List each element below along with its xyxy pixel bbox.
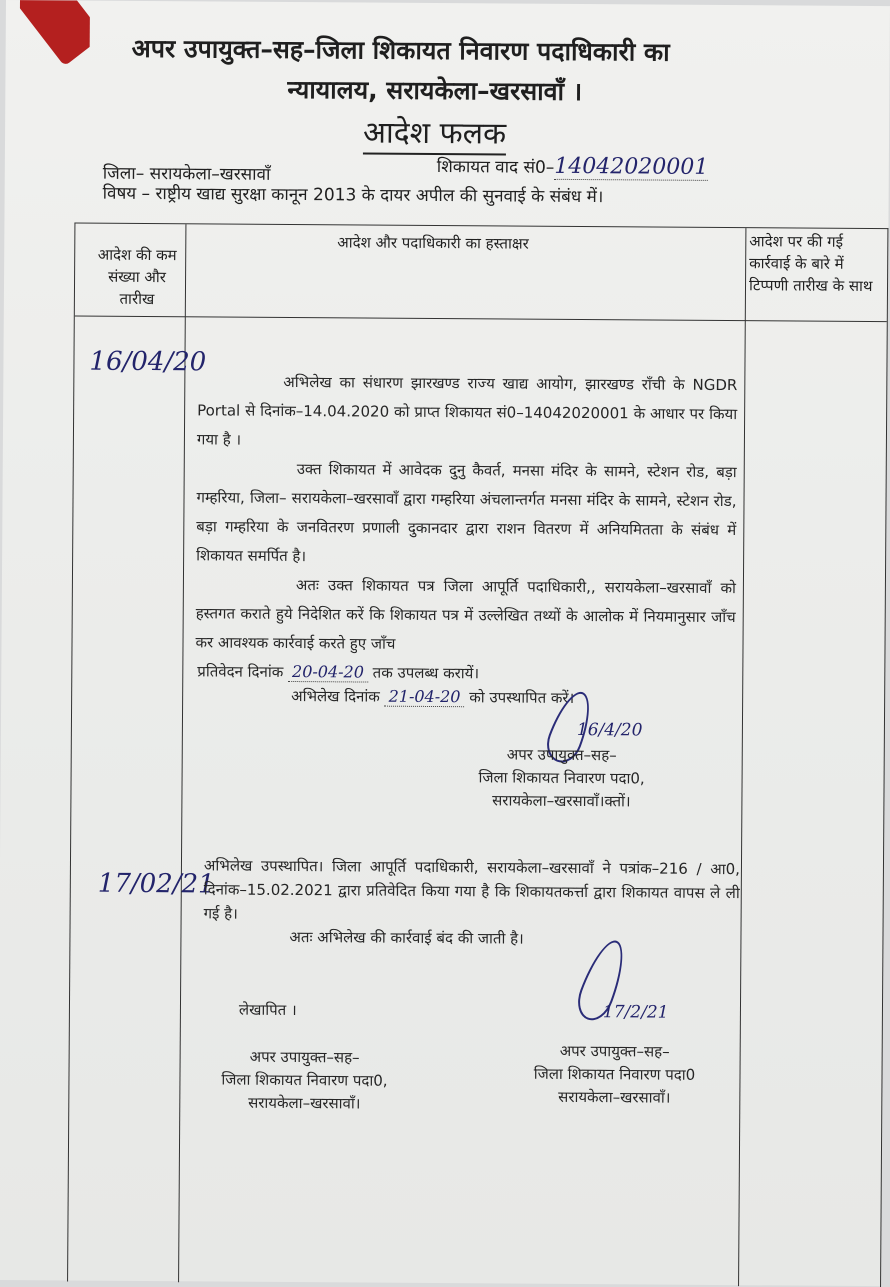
col3-header: आदेश पर की गई कार्रवाई के बारे में टिप्पणी तारीख के साथ <box>748 232 873 296</box>
report-date: 20-04-20 <box>288 662 368 683</box>
entry1-body <box>195 367 737 661</box>
case-number-value: 14042020001 <box>554 153 709 180</box>
entry2-right-signature-block: अपर उपायुक्त–सह– जिला शिकायत निवारण पदा0 सरायकेला–खरसावाँ। <box>533 1041 696 1107</box>
entry1-report-line: प्रतिवेदन दिनांक 20-04-20 तक उपलब्ध करायें। <box>197 662 480 683</box>
entry1-signature-block: अपर उपायुक्त–सह– जिला शिकायत निवारण पदा0, सरायकेला–खरसावाँ।क्तों। <box>478 745 645 811</box>
court-title-line2: न्यायालय, सरायकेला–खरसावाँ । <box>287 74 583 107</box>
entry1-para1: अभिलेख का संधारण झारखण्ड राज्य खाद्य आयोग, झारखण्ड राँची के NGDR Portal से दिनांक–14.04.2020 को प्राप्त शिकायत सं0–14042020001 के आधार पर किया गया है । <box>196 372 738 449</box>
court-title-line1: अपर उपायुक्त–सह–जिला शिकायत निवारण पदाधिकारी का <box>131 33 670 67</box>
column-divider-1 <box>178 224 186 1282</box>
entry2-para2: अतः अभिलेख की कार्रवाई बंद की जाती है। <box>289 928 524 948</box>
entry2-signature-date: 17/2/21 <box>602 1002 669 1023</box>
column-divider-2 <box>738 228 746 1286</box>
col1-header: आदेश की कम संख्या और तारीख <box>97 245 177 309</box>
entry2-para1: अभिलेख उपस्थापित। जिला आपूर्ति पदाधिकारी, सरायकेला–खरसावाँ ने पत्रांक–216 / आ0, दिनांक–15.02.2021 द्वारा प्रतिवेदित किया गया है कि शिकायतकर्त्ता द्वारा शिकायत वापस ले ली गई है। <box>203 856 741 923</box>
entry1-para2: उक्त शिकायत में आवेदक दुनु कैवर्त, मनसा मंदिर के सामने, स्टेशन रोड, बड़ा गम्हरिया, जिला– सरायकेला–खरसावाँ द्वारा गम्हरिया अंचलान्तर्गत मनसा मंदिर के सामने, स्टेशन रोड, बड़ा गम्हरिया के जनवितरण प्रणाली दुकानदार द्वारा राशन वितरण में अनियमितता के संबंध में शिकायत समर्पित है। <box>196 460 737 566</box>
entry2-date: 17/02/21 <box>97 868 215 900</box>
red-corner-mark <box>20 0 90 70</box>
entry1-signature-date: 16/4/20 <box>576 720 643 741</box>
record-date: 21-04-20 <box>385 687 465 708</box>
district-label: जिला– सरायकेला–खरसावाँ <box>102 163 271 185</box>
entry2-dictated: लेखापित । <box>238 1000 297 1020</box>
entry1-para3: अतः उक्त शिकायत पत्र जिला आपूर्ति पदाधिकारी,, सरायकेला–खरसावाँ को हस्तगत कराते हुये निदेशित करें कि शिकायत पत्र में उल्लेखित तथ्यों के आलोक में नियमानुसार जाँच कर आवश्यक कार्रवाई करते हुए जाँच <box>195 576 736 653</box>
entry1-record-line: अभिलेख दिनांक 21-04-20 को उपस्थापित करें। <box>291 686 575 707</box>
entry2-left-signature-block: अपर उपायुक्त–सह– जिला शिकायत निवारण पदा0, सरायकेला–खरसावाँ। <box>221 1047 388 1113</box>
case-number <box>437 153 709 180</box>
col2-header: आदेश और पदाधिकारी का हस्ताक्षर <box>337 233 529 253</box>
subject-line: विषय – राष्ट्रीय खाद्य सुरक्षा कानून 2013 के दायर अपील की सुनवाई के संबंध में। <box>102 183 604 208</box>
header-divider <box>75 315 887 322</box>
case-number-label: शिकायत वाद सं0– <box>436 157 555 178</box>
order-sheet-title: आदेश फलक <box>363 110 506 155</box>
entry1-date: 16/04/20 <box>89 346 207 378</box>
